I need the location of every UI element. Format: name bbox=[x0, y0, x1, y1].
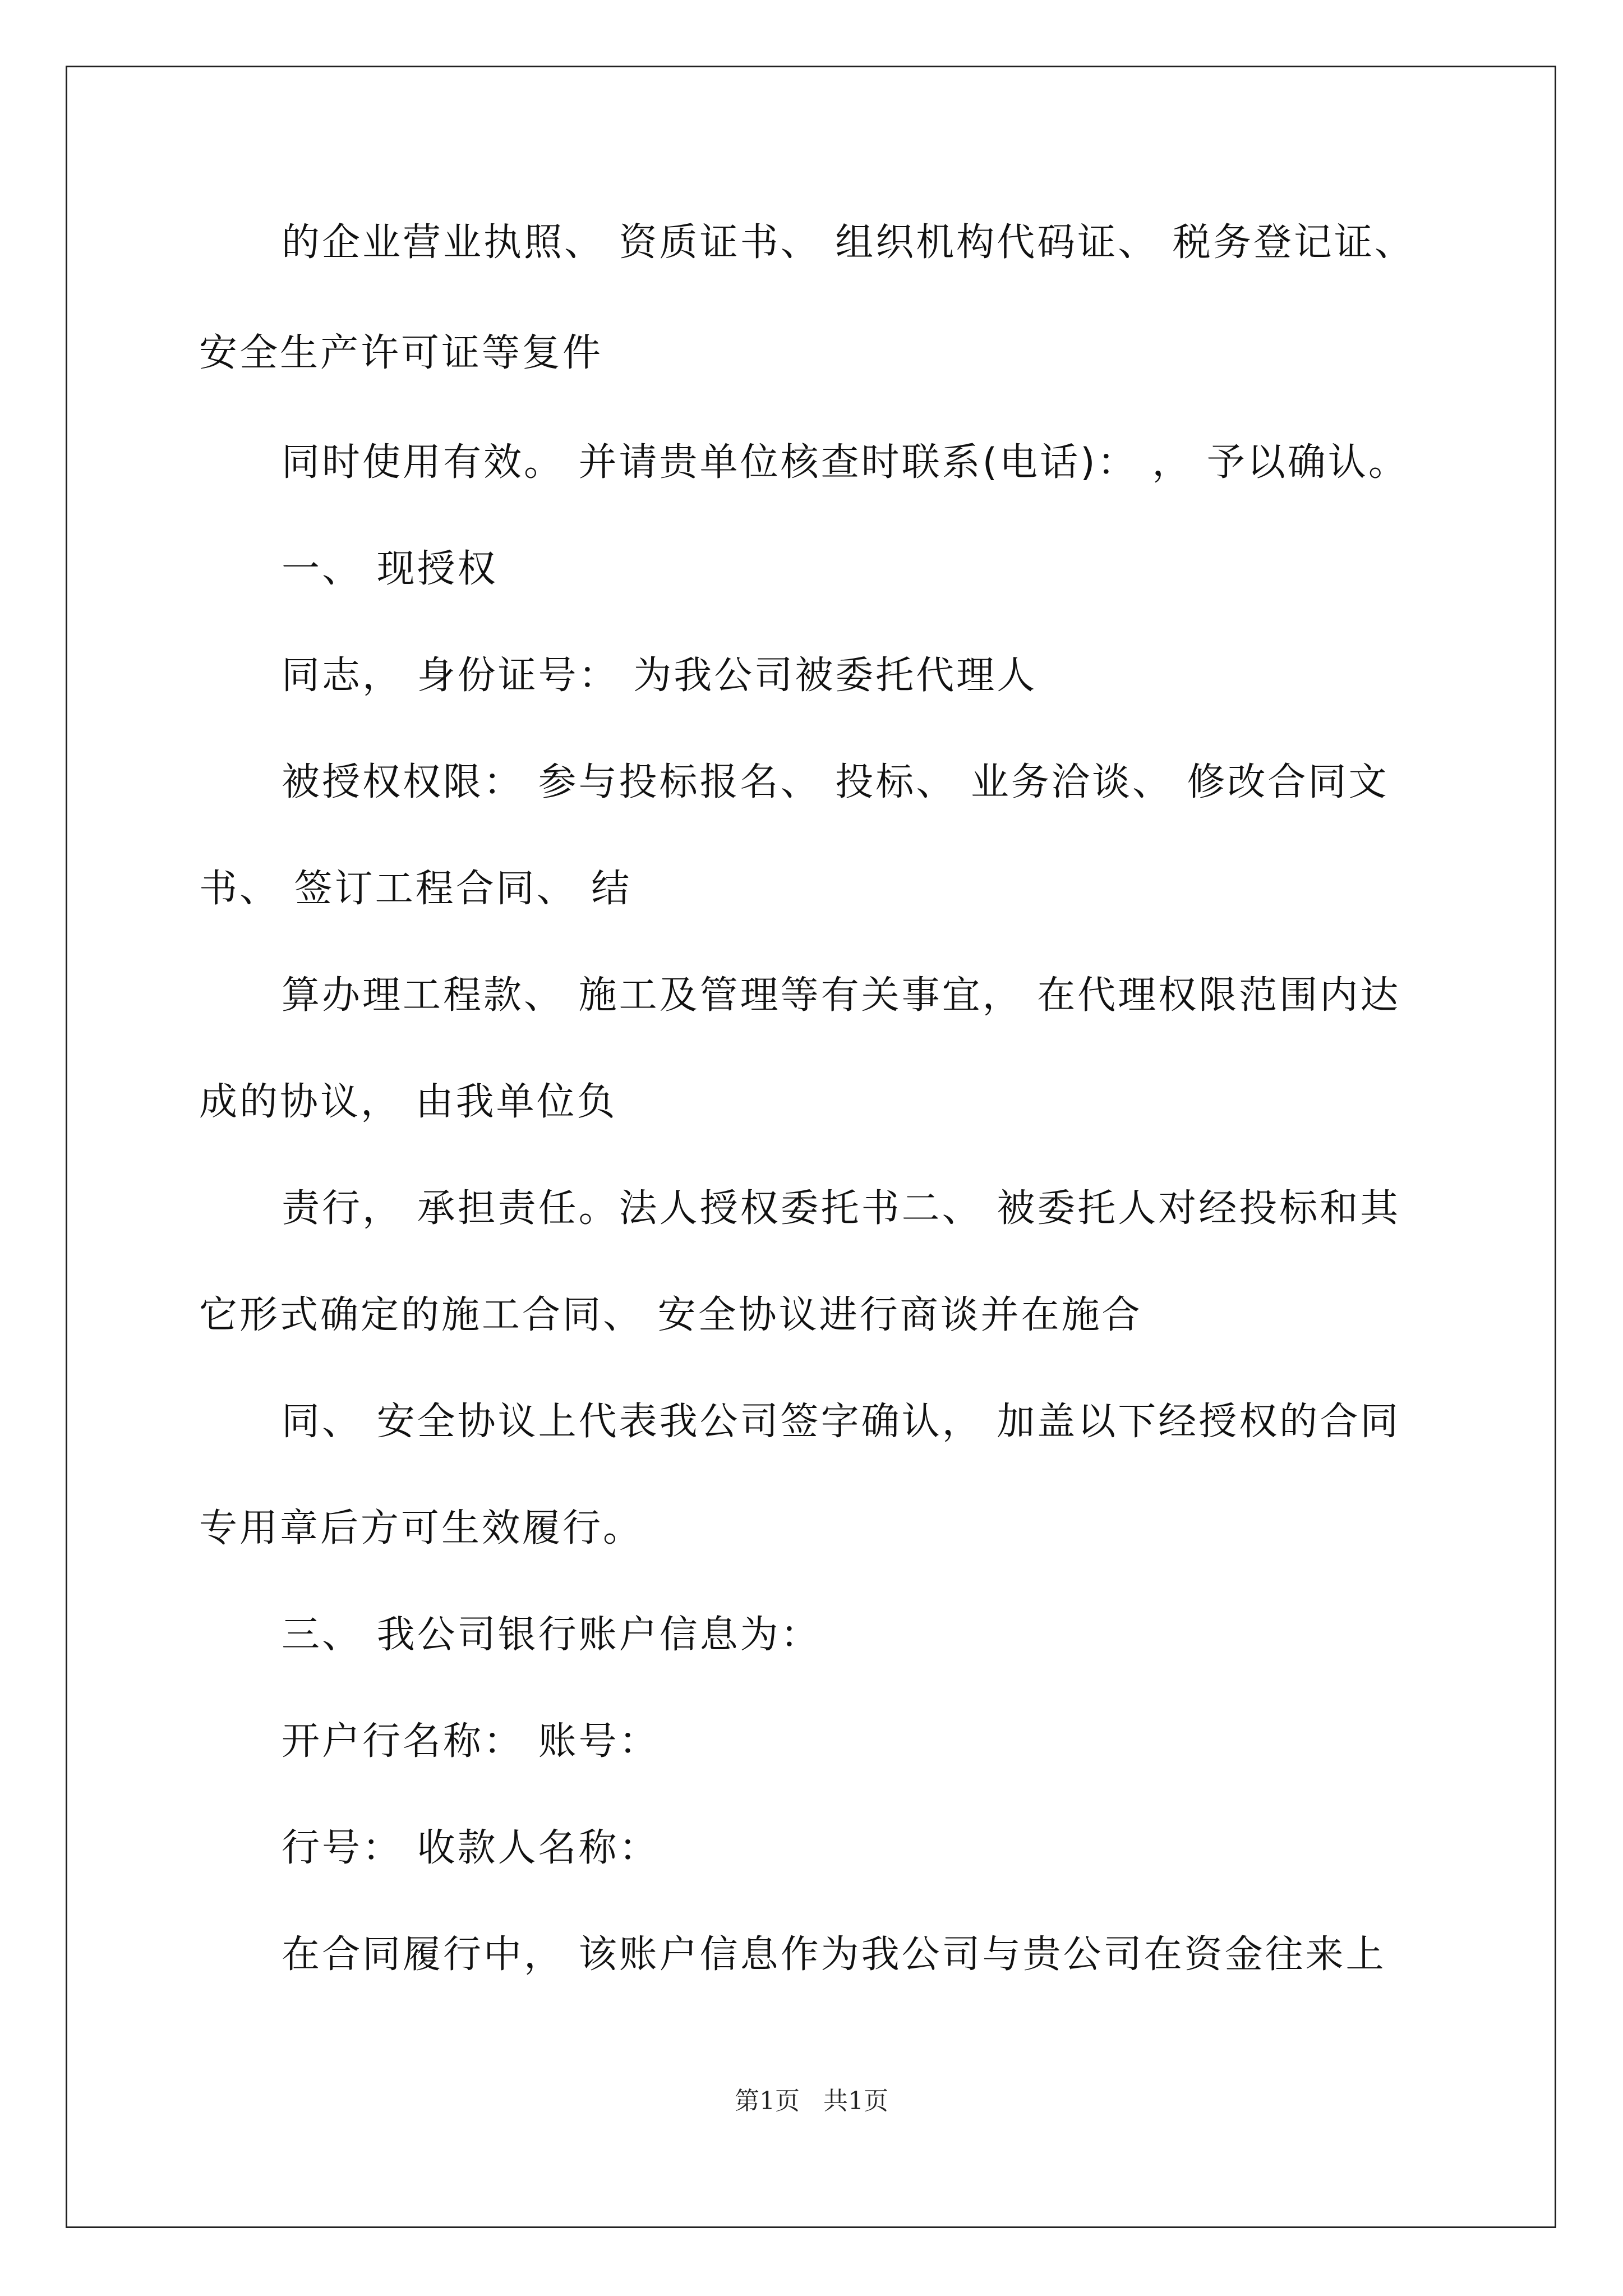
text-line: 三、 我公司银行账户信息为： bbox=[282, 1613, 821, 1657]
text-line: 行号： 收款人名称： bbox=[282, 1826, 660, 1870]
text-line: 成的协议， 由我单位负 bbox=[199, 1080, 617, 1124]
text-line: 同、 安全协议上代表我公司签字确认， 加盖以下经授权的合同 bbox=[282, 1400, 1401, 1444]
text-line: 它形式确定的施工合同、 安全协议进行商谈并在施合 bbox=[199, 1293, 1142, 1337]
text-line: 同时使用有效。 并请贵单位核查时联系(电话)： ， 予以确认。 bbox=[282, 440, 1409, 485]
page-number-footer: 第1页 共1页 bbox=[735, 2087, 888, 2115]
text-line: 同志， 身份证号： 为我公司被委托代理人 bbox=[282, 654, 1038, 698]
text-line: 开户行名称： 账号： bbox=[282, 1719, 660, 1764]
text-line: 的企业营业执照、 资质证书、 组织机构代码证、 税务登记证、 bbox=[282, 220, 1415, 265]
text-line: 在合同履行中， 该账户信息作为我公司与贵公司在资金往来上 bbox=[282, 1932, 1386, 1977]
text-line: 算办理工程款、 施工及管理等有关事宜， 在代理权限范围内达 bbox=[282, 973, 1401, 1018]
text-line: 专用章后方可生效履行。 bbox=[199, 1506, 644, 1550]
text-line: 被授权权限： 参与投标报名、 投标、 业务洽谈、 修改合同文 bbox=[282, 760, 1389, 804]
text-line: 书、 签订工程合同、 结 bbox=[199, 867, 632, 911]
page-border bbox=[66, 66, 1556, 2228]
text-line: 安全生产许可证等复件 bbox=[199, 331, 603, 375]
text-line: 一、 现授权 bbox=[282, 547, 498, 591]
text-line: 责行， 承担责任。法人授权委托书二、 被委托人对经投标和其 bbox=[282, 1186, 1401, 1231]
